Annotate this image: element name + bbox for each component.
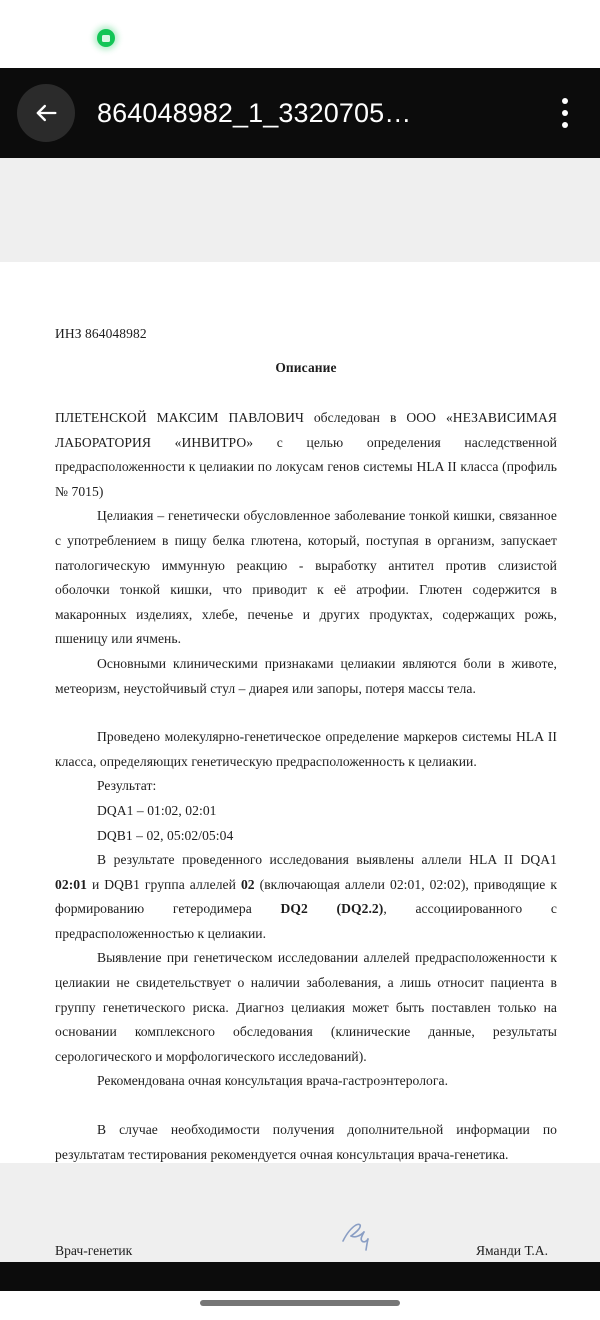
conclusion-text-1: В результате проведенного исследования выявлены аллели HLA II DQA1: [97, 852, 557, 868]
paragraph-interpretation: Выявление при генетическом исследовании аллелей предрасположенности к целиакии не свидетельствует о наличии заболевания, а лишь относит пациента в группу генетического риска. Диагноз целиакия может быть поставлен только на основании комплексного обследования (клинические данные, результаты серологического и морфологического исследований).: [55, 950, 557, 1064]
signature-name: Яманди Т.А.: [475, 1243, 548, 1259]
status-strip: [0, 0, 600, 68]
document-scroll-area[interactable]: [0, 158, 600, 1262]
conclusion-text-2: и DQB1 группа аллелей: [86, 876, 241, 892]
conclusion-allele-dqb1: 02: [240, 876, 255, 892]
conclusion-heterodimer: DQ2 (DQ2.2): [280, 901, 384, 917]
paragraph-symptoms: Основными клиническими признаками целиакии являются боли в животе, метеоризм, неустойчивый стул – диарея или запоры, потеря массы тела.: [55, 655, 557, 696]
arrow-left-icon: [32, 99, 60, 127]
paragraph-recommend: Рекомендована очная консультация врача-гастроэнтеролога.: [97, 1073, 449, 1089]
app-bar: [0, 68, 600, 158]
conclusion-text-4: , ассоциированного с предрасположенностью к целиакии.: [55, 901, 558, 941]
paragraph-info: В случае необходимости получения дополнительной информации по результатам тестирования рекомендуется очная консультация врача-генетика.: [55, 1122, 557, 1162]
document-page: [0, 262, 600, 1259]
result-label: Результат:: [97, 778, 157, 794]
document-title: 864048982_1_3320705…: [97, 97, 412, 128]
result-dqb1: DQB1 – 02, 05:02/05:04: [97, 827, 234, 843]
gesture-navigation-area: [0, 1291, 600, 1320]
result-dqa1: DQA1 – 01:02, 02:01: [97, 802, 217, 818]
system-navigation-bar: [0, 1262, 600, 1291]
conclusion-allele-dqa1: 02:01: [55, 876, 87, 892]
paragraph-disease: Целиакия – генетически обусловленное заболевание тонкой кишки, связанное с употреблением в пищу белка глютена, который, поступая в организм, запускает патологическую иммунную реакцию - выработку антител против слизистой оболочки тонкой кишки, что приводит к её атрофии. Глютен содержится в макаронных изделиях, хлебе, печенье и других продуктах, содержащих рожь, пшеницу или ячмень.: [55, 508, 557, 647]
inz-number: ИНЗ 864048982: [55, 326, 147, 341]
conclusion-text-3: (включающая аллели 02:01, 02:02), приводящие к формированию гетеродимера: [55, 876, 557, 917]
paragraph-method: Проведено молекулярно-генетическое определение маркеров системы HLA II класса, определяющих генетическую предрасположенность к целиакии.: [55, 729, 557, 769]
home-gesture-pill[interactable]: [200, 1300, 400, 1306]
back-button[interactable]: [17, 84, 75, 142]
paragraph-conclusion: [55, 848, 557, 946]
more-vertical-icon[interactable]: [538, 78, 592, 148]
handwritten-signature-icon: [338, 1219, 380, 1253]
paragraph-intro: ПЛЕТЕНСКОЙ МАКСИМ ПАВЛОВИЧ обследован в ООО «НЕЗАВИСИМАЯ ЛАБОРАТОРИЯ «ИНВИТРО» с целью определения наследственной предрасположенности к целиакии по локусам генов системы HLA II класса (профиль № 7015): [55, 410, 557, 499]
whatsapp-notification-icon: [97, 29, 115, 47]
signature-block: [55, 1219, 557, 1259]
signature-role: Врач-генетик: [55, 1243, 133, 1259]
document-heading: Описание: [275, 360, 337, 375]
